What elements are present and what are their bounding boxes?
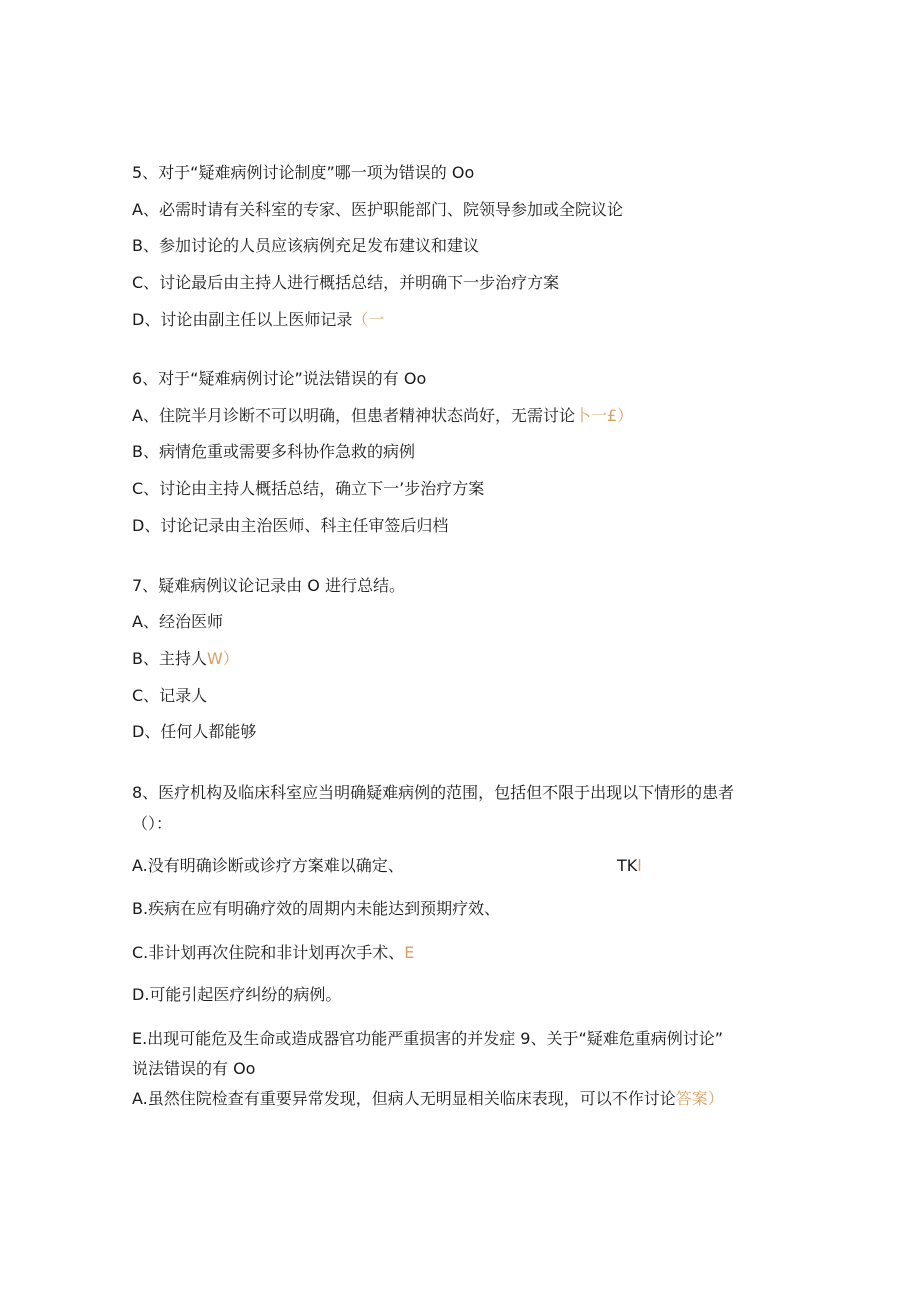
q7-option-c: C、记录人	[132, 686, 208, 705]
q8-option-e-line1: E.出现可能危及生命或造成器官功能严重损害的并发症 9、关于“疑难危重病例讨论”	[132, 1029, 724, 1048]
q5-option-c: C、讨论最后由主持人进行概括总结，并明确下一步治疗方案	[132, 273, 560, 292]
q8-option-b: B.疾病在应有明确疗效的周期内未能达到预期疗效、	[132, 899, 501, 918]
q8-stem-line2: （）：	[132, 814, 173, 833]
q8-option-a-text: A.没有明确诊断或诊疗方案难以确定、	[132, 856, 404, 875]
q5-option-a: A、必需时请有关科室的专家、医护职能部门、院领导参加或全院议论	[132, 200, 623, 219]
q6-option-b: B、病情危重或需要多科协作急救的病例	[132, 442, 415, 461]
q8-option-c-mark: E	[404, 943, 415, 962]
q6-option-d: D、讨论记录由主治医师、科主任审签后归档	[132, 516, 449, 535]
q8-option-c-text: C.非计划再次住院和非计划再次手术、	[132, 943, 405, 962]
q5-stem: 5、对于“疑难病例讨论制度”哪一项为错误的 Oo	[132, 163, 475, 182]
q9-option-a-mark: 答案）	[675, 1089, 724, 1108]
q8-option-d: D.可能引起医疗纠纷的病例。	[132, 985, 342, 1004]
q8-stem-line1: 8、医疗机构及临床科室应当明确疑难病例的范围，包括但不限于出现以下情形的患者	[132, 783, 735, 802]
q6-option-a-text: A、住院半月诊断不可以明确，但患者精神状态尚好，无需讨论	[132, 406, 575, 425]
q9-option-a	[132, 1088, 724, 1110]
q5-option-d	[132, 309, 384, 331]
q7-stem: 7、疑难病例议论记录由 O 进行总结。	[132, 576, 405, 595]
q5-option-b: B、参加讨论的人员应该病例充足发布建议和建议	[132, 236, 479, 255]
q8-option-a-tag-text: TK	[617, 856, 638, 875]
q8-option-a	[132, 855, 652, 877]
q5-option-d-mark: （一	[352, 310, 385, 329]
q8-option-c	[132, 942, 414, 964]
q5-option-d-text: D、讨论由副主任以上医师记录	[132, 310, 353, 329]
q6-stem: 6、对于“疑难病例讨论”说法错误的有 Oo	[132, 369, 427, 388]
q6-option-c: C、讨论由主持人概括总结，确立下一’步治疗方案	[132, 479, 485, 498]
q7-option-b-text: B、主持人	[132, 649, 207, 668]
q8-option-a-tag-mark: l	[637, 856, 642, 875]
q8-option-e-line2: 说法错误的有 Oo	[132, 1059, 256, 1078]
q8-option-a-tag	[617, 855, 642, 877]
q7-option-b	[132, 648, 239, 670]
q7-option-a: A、经治医师	[132, 612, 223, 631]
q7-option-d: D、任何人都能够	[132, 722, 257, 741]
q9-option-a-text: A.虽然住院检查有重要异常发现，但病人无明显相关临床表现，可以不作讨论	[132, 1089, 676, 1108]
q6-option-a	[132, 405, 633, 427]
q6-option-a-mark: 卜一£）	[574, 406, 634, 425]
q7-option-b-mark: W）	[206, 649, 239, 668]
